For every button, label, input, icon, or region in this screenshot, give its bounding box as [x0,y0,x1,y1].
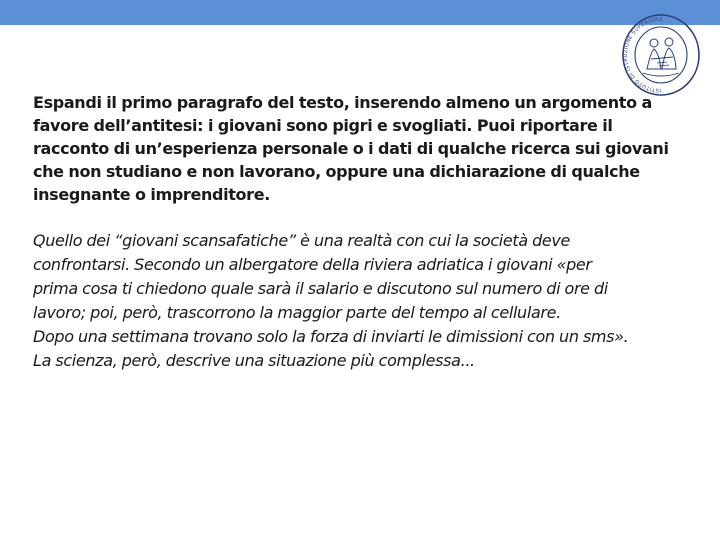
response-line: La scienza, però, descrive una situazione più complessa... [33,351,475,370]
response-line: lavoro; poi, però, trascorrono la maggior parte del tempo al cellulare. [33,303,561,322]
svg-text:ISTITUTO DI ISTRUZIONE SUPERIO [623,17,663,93]
example-response [33,229,693,373]
response-line: confrontarsi. Secondo un albergatore della riviera adriatica i giovani «per [33,255,592,274]
seal-ring-text: ISTITUTO DI ISTRUZIONE SUPERIORE [622,16,664,94]
slide-content [33,91,693,373]
top-accent-bar [0,0,720,25]
response-line: prima cosa ti chiedono quale sarà il salario e discutono sul numero di ore di [33,279,608,298]
response-line: Quello dei “giovani scansafatiche” è una realtà con cui la società deve [33,231,571,250]
response-line: Dopo una settimana trovano solo la forza di inviarti le dimissioni con un sms». [33,327,629,346]
exercise-instruction: Espandi il primo paragrafo del testo, inserendo almeno un argomento a favore dell’antitesi: i giovani sono pigri e svogliati. Puoi riportare il racconto di un’esperienza personale o i dati di qualche ricerca sui giovani che non studiano e non lavorano, oppure una dichiarazione di qualche insegnante o imprenditore. [33,93,669,204]
